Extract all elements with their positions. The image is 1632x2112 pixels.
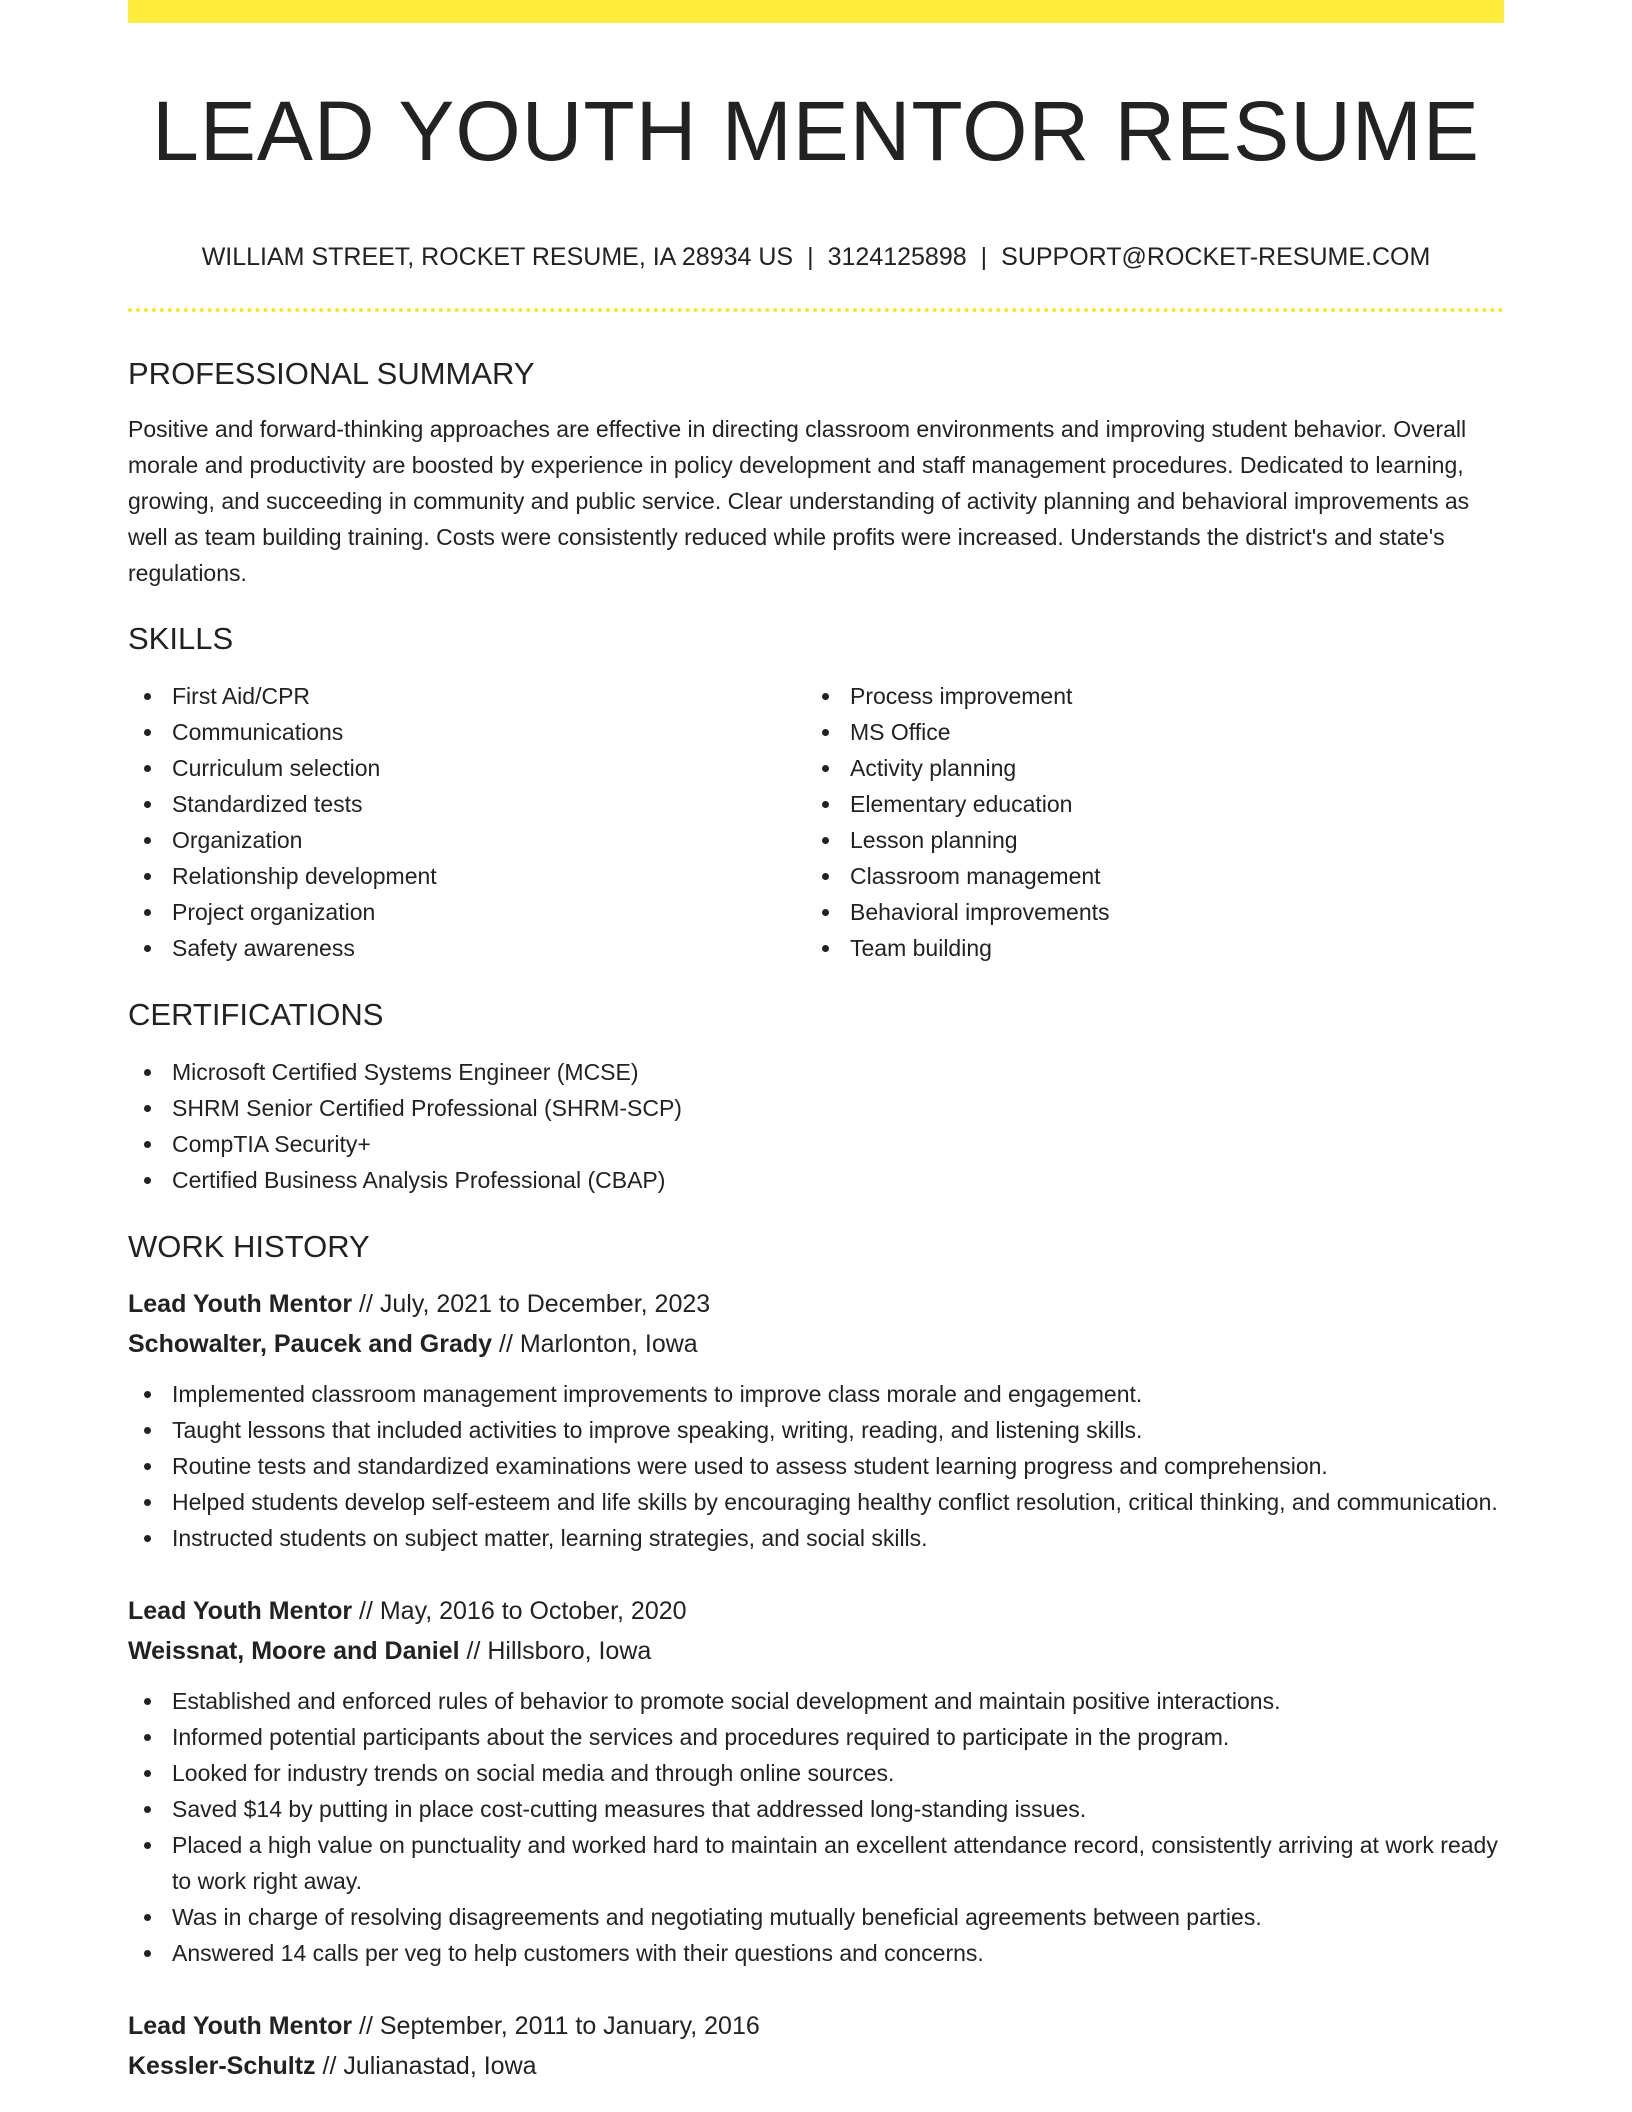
job-title-line xyxy=(128,1591,1504,1631)
certifications-list xyxy=(128,1054,1504,1198)
dotted-divider xyxy=(128,308,1504,312)
certifications-heading: CERTIFICATIONS xyxy=(128,997,384,1032)
skill-item: Project organization xyxy=(128,894,806,930)
job-title: Lead Youth Mentor xyxy=(128,1597,353,1625)
skill-item: Process improvement xyxy=(806,678,1484,714)
job-duty-item: Looked for industry trends on social media and through online sources. xyxy=(128,1755,1504,1791)
skill-item: Elementary education xyxy=(806,786,1484,822)
job-duty-item: Routine tests and standardized examinations were used to assess student learning progress and comprehension. xyxy=(128,1448,1504,1484)
job-company: Schowalter, Paucek and Grady xyxy=(128,1330,493,1358)
skill-item: Activity planning xyxy=(806,750,1484,786)
job-duty-item: Answered 14 calls per veg to help customers with their questions and concerns. xyxy=(128,1935,1504,1971)
job-company-line xyxy=(128,2046,1504,2086)
job-title-line xyxy=(128,2006,1504,2046)
job-duty-item: Taught lessons that included activities to improve speaking, writing, reading, and listening skills. xyxy=(128,1412,1504,1448)
contact-address: WILLIAM STREET, ROCKET RESUME, IA 28934 US xyxy=(201,243,794,271)
job-duties-list xyxy=(128,1376,1504,1556)
skills-heading: SKILLS xyxy=(128,621,234,656)
contact-separator: | xyxy=(980,243,988,271)
job-duty-item: Established and enforced rules of behavior to promote social development and maintain positive interactions. xyxy=(128,1683,1504,1719)
job-duty-item: Was in charge of resolving disagreements and negotiating mutually beneficial agreements between parties. xyxy=(128,1899,1504,1935)
certification-item: CompTIA Security+ xyxy=(128,1126,1504,1162)
job-entry xyxy=(128,1284,1504,1556)
work-history-list xyxy=(128,1284,1504,2086)
skill-item: First Aid/CPR xyxy=(128,678,806,714)
resume-page xyxy=(128,0,1504,2086)
job-location: // Marlonton, Iowa xyxy=(492,1330,698,1358)
job-title-line xyxy=(128,1284,1504,1324)
contact-email: SUPPORT@ROCKET-RESUME.COM xyxy=(1001,243,1431,271)
skill-item: Standardized tests xyxy=(128,786,806,822)
job-location: // Julianastad, Iowa xyxy=(315,2052,537,2080)
job-duty-item: Placed a high value on punctuality and worked hard to maintain an excellent attendance record, consistently arriving at work ready to work right away. xyxy=(128,1827,1504,1899)
skill-item: Curriculum selection xyxy=(128,750,806,786)
skill-item: Communications xyxy=(128,714,806,750)
job-duties-list xyxy=(128,1683,1504,1971)
job-duty-item: Helped students develop self-esteem and life skills by encouraging healthy conflict resolution, critical thinking, and communication. xyxy=(128,1484,1504,1520)
summary-heading: PROFESSIONAL SUMMARY xyxy=(128,356,535,391)
contact-line xyxy=(128,241,1504,273)
job-duty-item: Instructed students on subject matter, learning strategies, and social skills. xyxy=(128,1520,1504,1556)
resume-title: LEAD YOUTH MENTOR RESUME xyxy=(152,84,1480,178)
job-duty-item: Saved $14 by putting in place cost-cutting measures that addressed long-standing issues. xyxy=(128,1791,1504,1827)
work-history-heading: WORK HISTORY xyxy=(128,1229,370,1264)
job-title: Lead Youth Mentor xyxy=(128,1290,353,1318)
skill-item: Relationship development xyxy=(128,858,806,894)
accent-top-bar xyxy=(128,0,1504,23)
contact-phone: 3124125898 xyxy=(827,243,967,271)
certification-item: Microsoft Certified Systems Engineer (MCSE) xyxy=(128,1054,1504,1090)
contact-separator: | xyxy=(807,243,814,271)
job-company-line xyxy=(128,1631,1504,1671)
certification-item: SHRM Senior Certified Professional (SHRM-SCP) xyxy=(128,1090,1504,1126)
job-entry xyxy=(128,1591,1504,1971)
summary-text: Positive and forward-thinking approaches are effective in directing classroom environments and improving student behavior. Overall morale and productivity are boosted by experience in policy development and staff management procedures. Dedicated to learning, growing, and succeeding in community and public service. Clear understanding of activity planning and behavioral improvements as well as team building training. Costs were consistently reduced while profits were increased. Understands the district's and state's regulations. xyxy=(128,416,1470,586)
job-duty-item: Informed potential participants about the services and procedures required to participate in the program. xyxy=(128,1719,1504,1755)
job-company: Weissnat, Moore and Daniel xyxy=(128,1637,460,1665)
job-dates: // July, 2021 to December, 2023 xyxy=(352,1290,711,1318)
job-duty-item: Implemented classroom management improvements to improve class morale and engagement. xyxy=(128,1376,1504,1412)
job-company: Kessler-Schultz xyxy=(128,2052,316,2080)
job-location: // Hillsboro, Iowa xyxy=(459,1637,652,1665)
skill-item: Behavioral improvements xyxy=(806,894,1484,930)
skill-item: Safety awareness xyxy=(128,930,806,966)
skill-item: Classroom management xyxy=(806,858,1484,894)
job-title: Lead Youth Mentor xyxy=(128,2012,353,2040)
job-dates: // September, 2011 to January, 2016 xyxy=(352,2012,760,2040)
skill-item: Lesson planning xyxy=(806,822,1484,858)
certification-item: Certified Business Analysis Professional (CBAP) xyxy=(128,1162,1504,1198)
job-company-line xyxy=(128,1324,1504,1364)
skills-left-list xyxy=(128,678,806,966)
skills-columns xyxy=(128,678,1504,966)
skill-item: MS Office xyxy=(806,714,1484,750)
skills-right-list xyxy=(806,678,1484,966)
job-entry xyxy=(128,2006,1504,2086)
job-dates: // May, 2016 to October, 2020 xyxy=(352,1597,687,1625)
skill-item: Organization xyxy=(128,822,806,858)
skill-item: Team building xyxy=(806,930,1484,966)
